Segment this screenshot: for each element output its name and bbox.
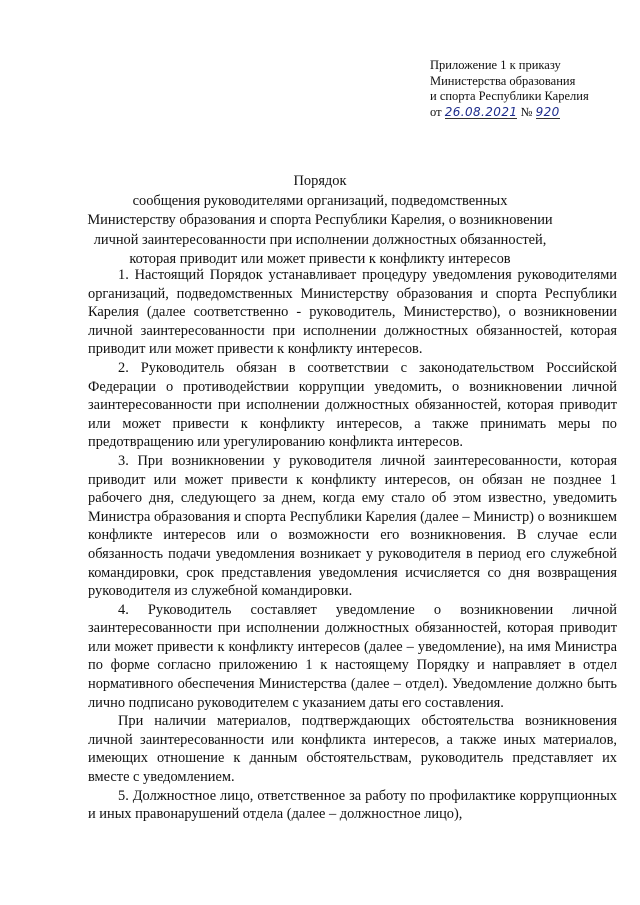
paragraph-4-materials: При наличии материалов, подтверждающих обстоятельства возникновения личной заинтересованности или конфликта интересов, а также иных материалов, имеющих отношение к данным обстоятельствам, руководитель представляет их вместе с уведомлением. xyxy=(88,713,617,786)
paragraph-1: 1. Настоящий Порядок устанавливает процедуру уведомления руководителями организаций, подведомственных Министерству образования и спорта Республики Карелия (далее соответственно - руководитель, Министерство), о возникновении личной заинтересованности при исполнении должностных обязанностей, которая приводит или может привести к конфликту интересов. xyxy=(88,267,617,358)
handwritten-date: 26.08.2021 xyxy=(444,104,518,119)
annex-date-line xyxy=(430,105,630,121)
document-body xyxy=(88,266,617,824)
number-sign: № xyxy=(520,104,533,119)
paragraph-2: 2. Руководитель обязан в соответствии с законодательством Российской Федерации о противодействии коррупции уведомить, о возникновении личной заинтересованности при исполнении должностных обязанностей, которая приводит или может привести к конфликту интересов, а также принимать меры по предотвращению или урегулированию конфликта интересов. xyxy=(88,359,617,451)
title-line-4: личной заинтересованности при исполнении должностных обязанностей, xyxy=(93,231,547,248)
date-prefix: от xyxy=(430,104,442,119)
paragraph-3: 3. При возникновении у руководителя личной заинтересованности, которая приводит или может привести к конфликту интересов, он обязан не позднее 1 рабочего дня, следующего за днем, когда ему стало об этом известно, уведомить Министра образования и спорта Республики Карелия (далее – Министр) о возникшем конфликте интересов или о возможности его возникновения. В случае если обязанность подачи уведомления возникает у руководителя в период его служебной командировки, срок представления уведомления исчисляется со дня возвращения руководителя из служебной командировки. xyxy=(88,452,617,600)
paragraph-5: 5. Должностное лицо, ответственное за работу по профилактике коррупционных и иных правонарушений отдела (далее – должностное лицо), xyxy=(88,787,617,823)
annex-line-2: Министерства образования xyxy=(430,73,576,88)
title-line-3: Министерству образования и спорта Республики Карелия, о возникновении xyxy=(87,212,553,228)
title-line-1: Порядок xyxy=(293,173,347,189)
title-line-2: сообщения руководителями организаций, подведомственных xyxy=(132,192,508,209)
annex-reference xyxy=(430,58,630,120)
paragraph-4: 4. Руководитель составляет уведомление о возникновении личной заинтересованности при исполнении должностных обязанностей, которая приводит или может привести к конфликту интересов (далее – уведомление), на имя Министра по форме согласно приложению 1 к настоящему Порядку и направляет в отдел нормативного обеспечения Министерства (далее – отдел). Уведомление должно быть лично подписано руководителем с указанием даты его составления. xyxy=(88,601,617,711)
title-line-5: которая приводит или может привести к конфликту интересов xyxy=(129,251,511,267)
annex-line-3: и спорта Республики Карелия xyxy=(430,89,589,103)
document-title xyxy=(60,172,580,270)
annex-line-1: Приложение 1 к приказу xyxy=(430,58,561,72)
handwritten-number: 920 xyxy=(535,104,560,119)
